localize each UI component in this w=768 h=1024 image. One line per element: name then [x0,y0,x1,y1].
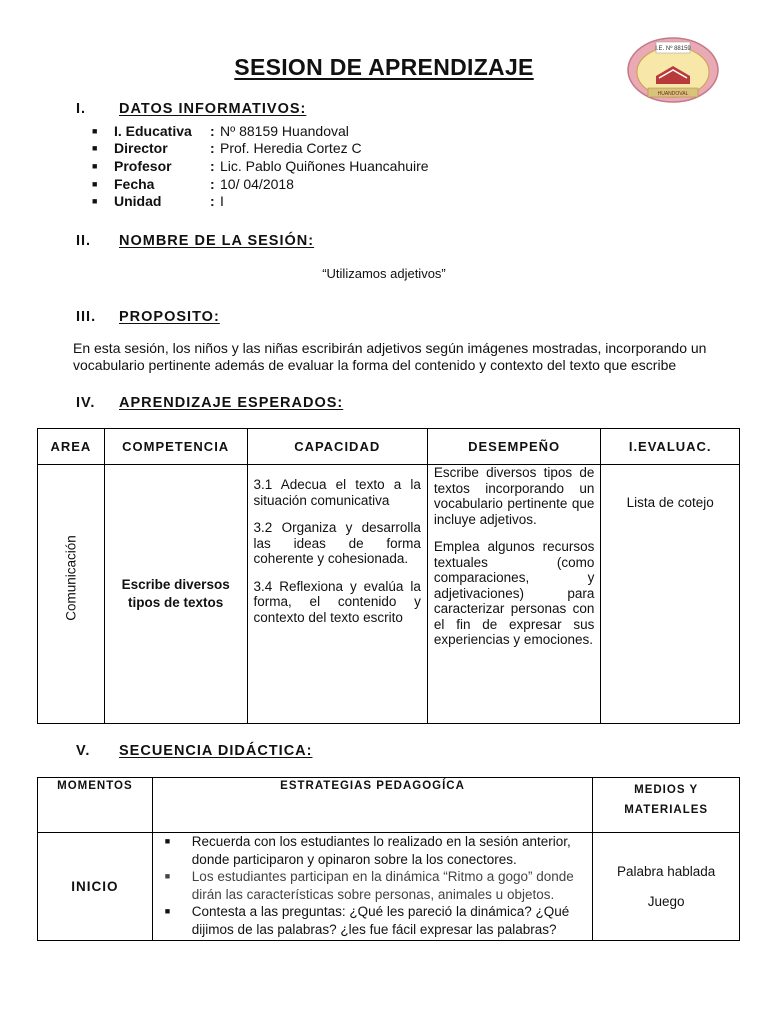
info-row-director [92,140,429,158]
desempeno-cell [427,465,601,724]
learning-table [37,428,740,724]
session-name: “Utilizamos adjetivos” [322,266,446,281]
section-heading-nombre [76,233,314,249]
info-row-date [92,175,429,193]
document-title: SESION DE APRENDIZAJE [234,54,534,80]
section-title: APRENDIZAJE ESPERADOS: [119,395,344,411]
competencia-cell: Escribe diversos tipos de textos [104,465,247,724]
header-desempeno: DESEMPEÑO [427,429,601,465]
info-label: Unidad [114,193,162,210]
logo-seal-text: I.E. Nº 88159 [655,46,691,52]
list-item [159,833,586,868]
media-item: Juego [647,893,685,909]
capacidad-cell [247,465,427,724]
info-list [92,122,429,210]
section-number: V. [76,743,91,759]
info-value: Prof. Heredia Cortez C [220,140,362,157]
info-value: I [220,193,224,210]
evaluacion-cell: Lista de cotejo [601,465,740,724]
table-header-row [38,778,740,833]
info-colon: : [210,157,215,174]
info-value: 10/ 04/2018 [220,175,294,192]
section-heading-datos [76,101,306,117]
info-label: Director [114,140,168,157]
section-number: IV. [76,395,96,411]
moment-cell: INICIO [38,833,153,941]
section-heading-aprendizaje [76,395,343,411]
info-value: Nº 88159 Huandoval [220,122,349,139]
section-number: III. [76,309,97,325]
info-row-unit [92,192,429,210]
bullet-icon: ■ [164,871,171,881]
bullet-icon: ■ [164,906,171,916]
strategy-text: Los estudiantes participan en la dinámica “Ritmo a gogo” donde dirán las características sobre personas, animales u objetos. [191,869,574,902]
media-item: Palabra hablada [616,863,716,879]
info-row-teacher [92,157,429,175]
section-title: NOMBRE DE LA SESIÓN: [119,233,315,249]
area-text: Comunicación [63,535,79,621]
sequence-table [37,777,740,941]
info-value: Lic. Pablo Quiñones Huancahuire [220,157,429,174]
bullet-icon: ■ [92,196,98,207]
table-row [38,465,740,724]
strategy-text: Recuerda con los estudiantes lo realizado en la sesión anterior, donde participaron y opinaron sobre la los conectores. [191,834,571,867]
table-row [38,833,740,941]
purpose-paragraph: En esta sesión, los niños y las niñas escribirán adjetivos según imágenes mostradas, incorporando un vocabulario pertinente además de evaluar la forma del contenido y contexto del texto que escribe [73,340,707,373]
desempeno-item: Emplea algunos recursos textuales (como comparaciones, y adjetivaciones) para caracterizar personas con el fin de expresar sus experiencias y emociones. [433,539,595,647]
info-label: I. Educativa [114,122,192,139]
capacidad-item: 3.2 Organiza y desarrolla las ideas de forma coherente y cohesionada. [253,520,421,566]
bullet-icon: ■ [92,143,98,154]
header-evaluacion: I.EVALUAC. [601,429,740,465]
header-area: AREA [38,429,105,465]
bullet-icon: ■ [92,178,98,189]
strategies-cell [152,833,592,941]
strategy-text: Contesta a las preguntas: ¿Qué les pareció la dinámica? ¿Qué dijimos de las palabras? ¿les fue fácil expresar las palabras? [191,904,570,937]
media-cell [593,833,740,941]
school-logo [626,36,720,104]
bullet-icon: ■ [164,836,171,846]
section-number: I. [76,101,87,117]
section-heading-secuencia [76,743,312,759]
header-estrategias: ESTRATEGIAS PEDAGOGÍCA [152,778,592,833]
section-heading-proposito [76,309,220,325]
section-title: SECUENCIA DIDÁCTICA: [119,743,313,759]
bullet-icon: ■ [92,125,98,136]
capacidad-item: 3.4 Reflexiona y evalúa la forma, el contenido y contexto del texto escrito [253,578,421,625]
bullet-icon: ■ [92,160,98,171]
list-item [159,903,586,938]
info-label: Profesor [114,157,172,174]
header-momentos: MOMENTOS [38,778,153,833]
header-capacidad: CAPACIDAD [247,429,427,465]
section-title: DATOS INFORMATIVOS: [119,101,307,117]
section-number: II. [76,233,92,249]
info-colon: : [210,122,215,139]
info-row-institution [92,122,429,140]
section-title: PROPOSITO: [119,309,220,325]
info-colon: : [210,175,215,192]
table-header-row [38,429,740,465]
area-cell [38,465,105,724]
capacidad-item: 3.1 Adecua el texto a la situación comunicativa [253,477,421,508]
info-colon: : [210,140,215,157]
header-medios: MEDIOS Y MATERIALES [593,778,740,833]
logo-ribbon-text: HUANDOVAL [657,91,689,97]
list-item [159,868,586,903]
info-colon: : [210,193,215,210]
header-competencia: COMPETENCIA [104,429,247,465]
info-label: Fecha [114,175,155,192]
desempeno-item: Escribe diversos tipos de textos incorporando un vocabulario pertinente que incluye adjetivos. [433,465,595,527]
